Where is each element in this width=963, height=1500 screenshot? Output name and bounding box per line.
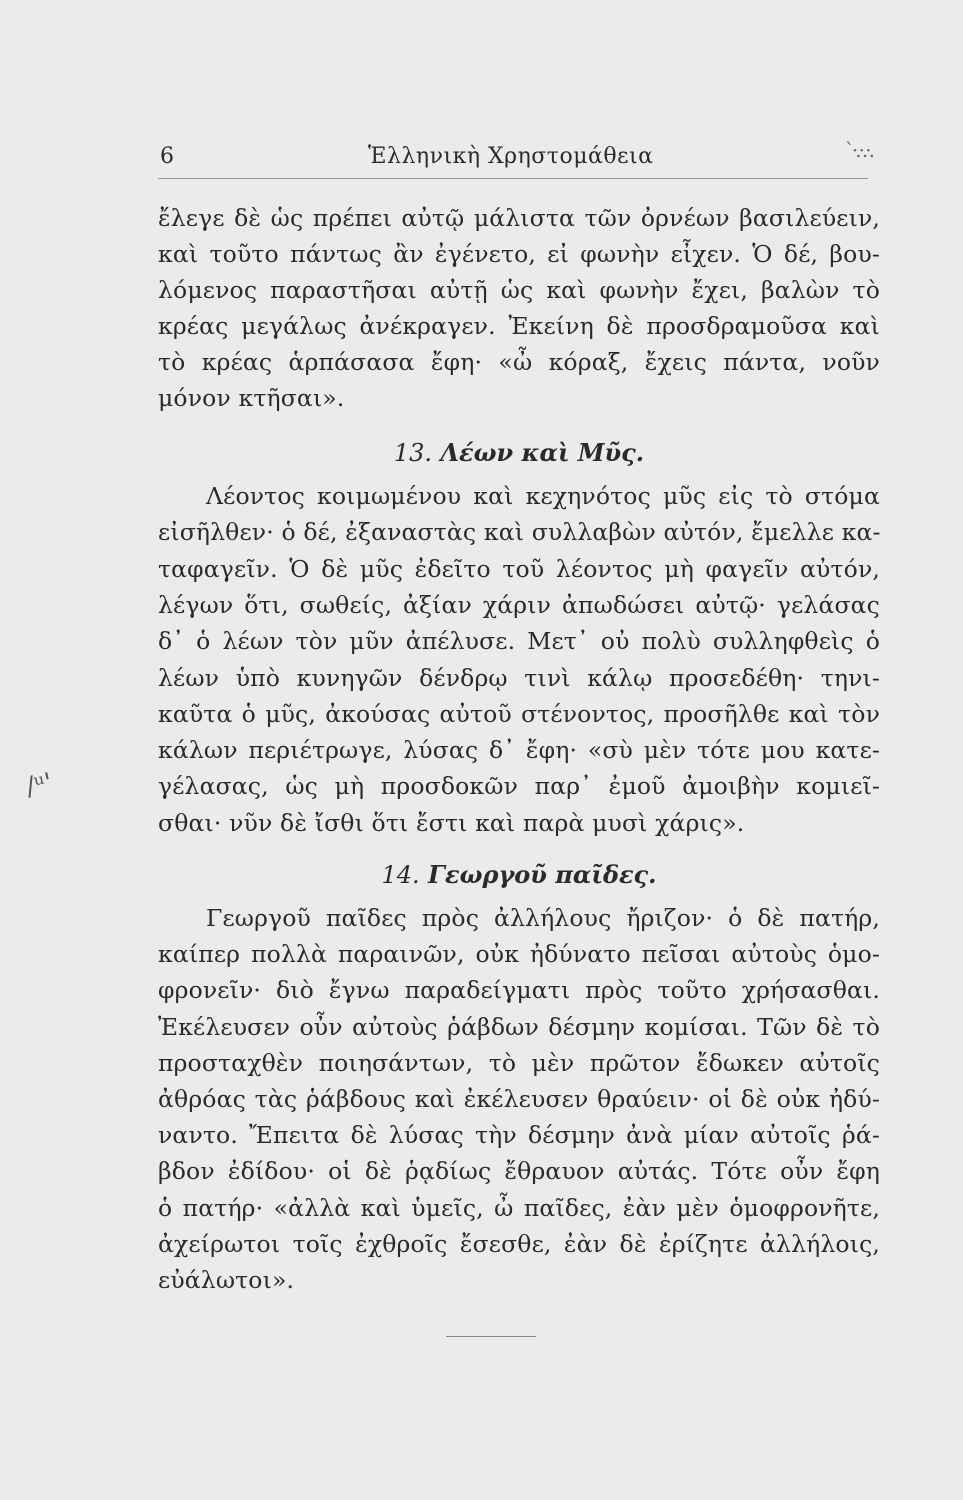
section-title-text: Γεωργοῦ παῖδες.	[428, 860, 657, 889]
page-number: 6	[160, 144, 174, 169]
text-line: ἀθρόας τὰς ῥάβδους καὶ ἐκέλευσεν θραύειν· οἱ δὲ οὐκ ἠδύ-	[158, 1085, 880, 1113]
text-line: κάλων περιέτρωγε, λύσας δ᾽ ἔφη· «σὺ μὲν τότε μου κατε-	[158, 736, 880, 764]
text-line: Ἐκέλευσεν οὖν αὐτοὺς ῥάβδων δέσμην κομίσαι. Τῶν δὲ τὸ	[158, 1013, 880, 1041]
text-line: εἰσῆλθεν· ὁ δέ, ἐξαναστὰς καὶ συλλαβὼν αὐτόν, ἔμελλε κα-	[158, 518, 881, 546]
section-title	[158, 857, 880, 893]
text-line: βδον ἐδίδου· οἱ δὲ ῥᾳδίως ἔθραυον αὐτάς. Τότε οὖν ἔφη	[158, 1157, 880, 1185]
text-line: καίπερ πολλὰ παραινῶν, οὐκ ἠδύνατο πεῖσαι αὐτοὺς ὁμο-	[158, 940, 880, 968]
margin-annotation: /ᵘ'	[23, 767, 56, 803]
text-line: μόνον κτῆσαι».	[158, 384, 345, 412]
text-line: προσταχθὲν ποιησάντων, τὸ μὲν πρῶτον ἔδωκεν αὐτοῖς	[158, 1049, 880, 1077]
text-line: κρέας μεγάλως ἀνέκραγεν. Ἐκείνη δὲ προσδραμοῦσα καὶ	[158, 312, 880, 340]
text-line: Λέοντος κοιμωμένου καὶ κεχηνότος μῦς εἰς τὸ στόμα	[206, 482, 880, 510]
text-line: φρονεῖν· διὸ ἔγνω παραδείγματι πρὸς τοῦτο χρήσασθαι.	[158, 976, 880, 1004]
section-number: 14.	[381, 861, 420, 889]
text-line: ἔλεγε δὲ ὡς πρέπει αὐτῷ μάλιστα τῶν ὀρνέων βασιλεύειν,	[158, 204, 880, 232]
text-line: ταφαγεῖν. Ὁ δὲ μῦς ἐδεῖτο τοῦ λέοντος μὴ φαγεῖν αὐτόν,	[158, 555, 880, 583]
corner-mark: `·.·.·.	[844, 138, 872, 162]
text-line: εὐάλωτοι».	[158, 1266, 295, 1294]
text-line: σθαι· νῦν δὲ ἴσθι ὅτι ἔστι καὶ παρὰ μυσὶ χάρις».	[158, 809, 745, 837]
section-title	[158, 435, 880, 471]
text-line: λέγων ὅτι, σωθείς, ἀξίαν χάριν ἀπωδώσει αὐτῷ· γελάσας	[158, 591, 880, 619]
page-header	[158, 138, 872, 179]
text-line: ὁ πατήρ· «ἀλλὰ καὶ ὑμεῖς, ὦ παῖδες, ἐὰν μὲν ὁμοφρονῆτε,	[158, 1194, 880, 1222]
running-title: Ἑλληνικὴ Χρηστομάθεια	[368, 144, 654, 169]
section-number: 13.	[393, 439, 433, 467]
text-line: καῦτα ὁ μῦς, ἀκούσας αὐτοῦ στένοντος, προσῆλθε καὶ τὸν	[158, 700, 880, 728]
text-line: ἀχείρωτοι τοῖς ἐχθροῖς ἔσεσθε, ἐὰν δὲ ἐρίζητε ἀλλήλοις,	[158, 1230, 880, 1258]
text-line: λέων ὑπὸ κυνηγῶν δένδρῳ τινὶ κάλῳ προσεδέθη· τηνι-	[158, 664, 880, 692]
section-title-text: Λέων καὶ Μῦς.	[440, 438, 645, 467]
text-line: γέλασας, ὡς μὴ προσδοκῶν παρ᾽ ἐμοῦ ἀμοιβὴν κομιεῖ-	[158, 772, 880, 800]
text-line: λόμενος παραστῆσαι αὐτῇ ὡς καὶ φωνὴν ἔχει, βαλὼν τὸ	[158, 276, 880, 304]
text-line: ναντο. Ἔπειτα δὲ λύσας τὴν δέσμην ἀνὰ μίαν αὐτοῖς ῥά-	[158, 1121, 880, 1149]
text-line: τὸ κρέας ἁρπάσασα ἔφη· «ὦ κόραξ, ἔχεις πάντα, νοῦν	[158, 348, 880, 376]
end-rule	[446, 1336, 536, 1337]
text-line: καὶ τοῦτο πάντως ἂν ἐγένετο, εἰ φωνὴν εἶχεν. Ὁ δέ, βου-	[158, 240, 880, 268]
text-line: δ᾽ ὁ λέων τὸν μῦν ἀπέλυσε. Μετ᾽ οὐ πολὺ συλληφθεὶς ὁ	[158, 627, 880, 655]
text-line: Γεωργοῦ παῖδες πρὸς ἀλλήλους ἤριζον· ὁ δὲ πατήρ,	[206, 904, 880, 932]
